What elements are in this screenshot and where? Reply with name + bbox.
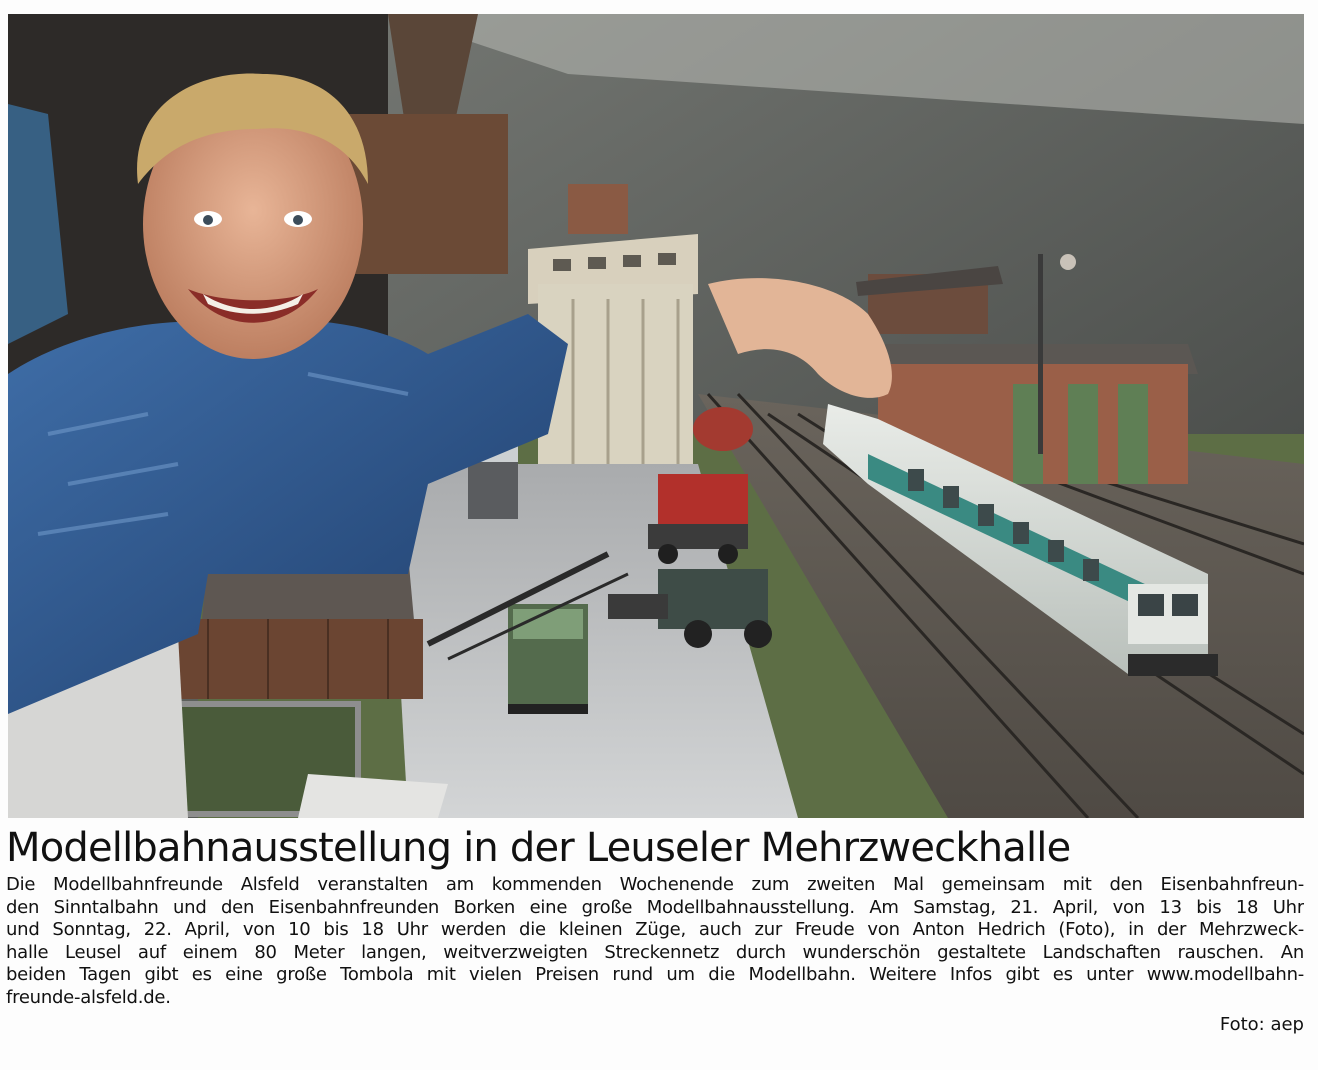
article-photo <box>8 14 1304 818</box>
article-headline: Modellbahnausstellung in der Leuseler Mehrzweckhalle <box>6 825 1071 871</box>
photo-credit: Foto: aep <box>1219 1014 1304 1035</box>
article-body <box>6 874 1304 1010</box>
green-truck-model <box>508 604 588 714</box>
article-body-line: beiden Tagen gibt es eine große Tombola mit vielen Preisen rund um die Modellbahn. Weitere Infos gibt es unter www.modellbahn- <box>6 964 1304 986</box>
article-body-line: Die Modellbahnfreunde Alsfeld veranstalten am kommenden Wochenende zum zweiten Mal gemeinsam mit den Eisenbahnfreun- <box>6 874 1304 895</box>
model-railway-photo <box>8 14 1304 818</box>
article-body-line: und Sonntag, 22. April, von 10 bis 18 Uhr werden die kleinen Züge, auch zur Freude von Anton Hedrich (Foto), in der Mehrzweck- <box>6 919 1304 941</box>
article-body-line: halle Leusel auf einem 80 Meter langen, weitverzweigten Streckennetz durch wunderschön gestaltete Landschaften rauschen. An <box>6 941 1304 963</box>
article-body-line: freunde-alsfeld.de. <box>6 986 171 1008</box>
article-body-line: den Sinntalbahn und den Eisenbahnfreunden Borken eine große Modellbahnausstellung. Am Samstag, 21. April, von 13 bis 18 Uhr <box>6 896 1304 918</box>
